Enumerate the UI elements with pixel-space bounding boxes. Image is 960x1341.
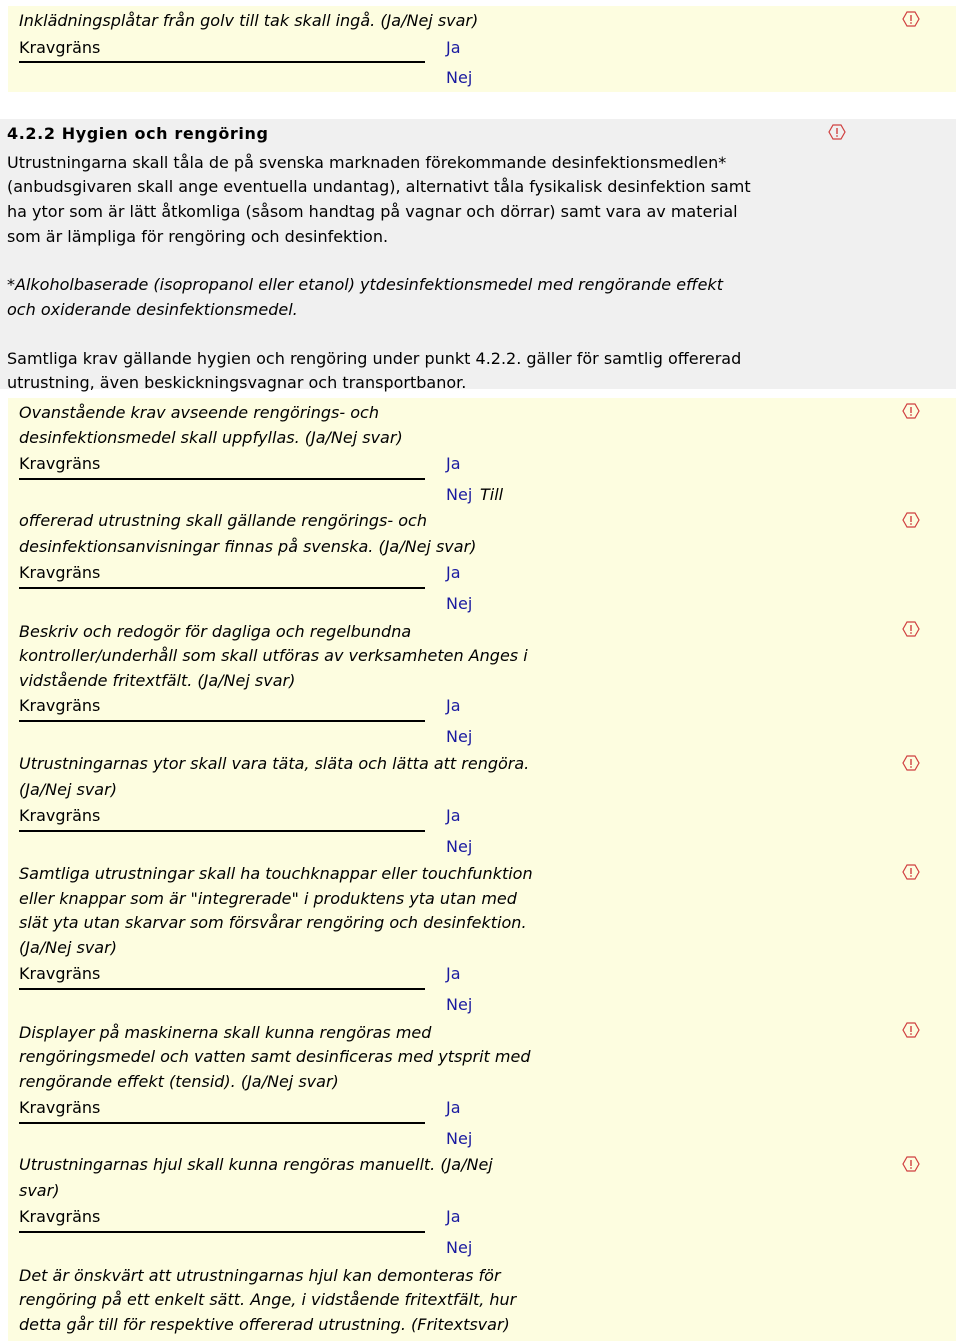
question-text-line: vidstående fritextfält. (Ja/Nej svar) xyxy=(19,671,296,690)
question-text-line: svar) xyxy=(19,1181,60,1200)
warning-icon[interactable] xyxy=(902,755,920,771)
warning-icon[interactable] xyxy=(902,1156,920,1172)
question-text-line: desinfektionsmedel skall uppfyllas. (Ja/Nej svar) xyxy=(19,428,403,447)
question-text-line: Det är önskvärt att utrustningarnas hjul kan demonteras för xyxy=(19,1266,501,1285)
option-ja[interactable]: Ja xyxy=(446,1207,461,1226)
option-ja[interactable]: Ja xyxy=(446,563,461,582)
question-text-line: Ovanstående krav avseende rengörings- och xyxy=(19,403,379,422)
question-text: Inklädningsplåtar från golv till tak skall ingå. (Ja/Nej svar) xyxy=(19,11,479,30)
question-text-line: Displayer på maskinerna skall kunna rengöras med xyxy=(19,1023,432,1042)
kravgrans-line xyxy=(19,720,425,722)
kravgrans-label: Kravgräns xyxy=(19,38,101,57)
kravgrans-label: Kravgräns xyxy=(19,454,101,473)
option-ja[interactable]: Ja xyxy=(446,38,461,57)
question-text-line: rengöring på ett enkelt sätt. Ange, i vidstående fritextfält, hur xyxy=(19,1290,517,1309)
question-text-fragment: Till xyxy=(480,485,504,504)
kravgrans-line xyxy=(19,61,425,63)
question-text-line: offererad utrustning skall gällande rengörings- och xyxy=(19,511,427,530)
option-nej[interactable]: Nej xyxy=(446,1238,473,1257)
warning-icon[interactable] xyxy=(828,124,846,140)
kravgrans-line xyxy=(19,988,425,990)
option-nej[interactable]: Nej xyxy=(446,727,473,746)
question-text-line: detta går till för respektive offererad utrustning. (Fritextsvar) xyxy=(19,1315,510,1334)
question-text-line: rengöringsmedel och vatten samt desinficeras med ytsprit med xyxy=(19,1047,531,1066)
section-paragraph-line: Utrustningarna skall tåla de på svenska marknaden förekommande desinfektionsmedlen* xyxy=(7,153,727,172)
question-text-line: (Ja/Nej svar) xyxy=(19,780,117,799)
section-heading: 4.2.2 Hygien och rengöring xyxy=(7,124,269,143)
kravgrans-line xyxy=(19,1231,425,1233)
kravgrans-label: Kravgräns xyxy=(19,964,101,983)
question-text-line: Samtliga utrustningar skall ha touchknappar eller touchfunktion xyxy=(19,864,533,883)
kravgrans-label: Kravgräns xyxy=(19,563,101,582)
option-ja[interactable]: Ja xyxy=(446,454,461,473)
warning-icon[interactable] xyxy=(902,11,920,27)
kravgrans-line xyxy=(19,830,425,832)
question-text-line: Beskriv och redogör för dagliga och regelbundna xyxy=(19,622,412,641)
warning-icon[interactable] xyxy=(902,864,920,880)
section-paragraph-line: (anbudsgivaren skall ange eventuella undantag), alternativt tåla fysikalisk desinfektion samt xyxy=(7,177,751,196)
question-text-line: Utrustningarnas ytor skall vara täta, släta och lätta att rengöra. xyxy=(19,754,530,773)
option-ja[interactable]: Ja xyxy=(446,806,461,825)
warning-icon[interactable] xyxy=(902,403,920,419)
question-text-line: kontroller/underhåll som skall utföras av verksamheten Anges i xyxy=(19,646,528,665)
question-text-line: (Ja/Nej svar) xyxy=(19,938,117,957)
option-ja[interactable]: Ja xyxy=(446,964,461,983)
warning-icon[interactable] xyxy=(902,621,920,637)
warning-icon[interactable] xyxy=(902,1022,920,1038)
kravgrans-label: Kravgräns xyxy=(19,1207,101,1226)
kravgrans-label: Kravgräns xyxy=(19,696,101,715)
question-text-line: desinfektionsanvisningar finnas på svenska. (Ja/Nej svar) xyxy=(19,537,477,556)
footnote-line: *Alkoholbaserade (isopropanol eller etanol) ytdesinfektionsmedel med rengörande effekt xyxy=(7,275,723,294)
kravgrans-line xyxy=(19,587,425,589)
question-text-line: eller knappar som är "integrerade" i produktens yta utan med xyxy=(19,889,517,908)
question-text-line: slät yta utan skarvar som försvårar rengöring och desinfektion. xyxy=(19,913,527,932)
option-nej[interactable]: Nej xyxy=(446,1129,473,1148)
kravgrans-label: Kravgräns xyxy=(19,1098,101,1117)
option-nej[interactable]: Nej xyxy=(446,594,473,613)
kravgrans-line xyxy=(19,1122,425,1124)
warning-icon[interactable] xyxy=(902,512,920,528)
section-paragraph-line: som är lämpliga för rengöring och desinfektion. xyxy=(7,227,389,246)
question-text-line: Utrustningarnas hjul skall kunna rengöras manuellt. (Ja/Nej xyxy=(19,1155,493,1174)
kravgrans-line xyxy=(19,478,425,480)
option-nej[interactable]: Nej xyxy=(446,995,473,1014)
question-text-line: rengörande effekt (tensid). (Ja/Nej svar) xyxy=(19,1072,339,1091)
option-nej[interactable]: Nej xyxy=(446,485,473,504)
footnote-line: och oxiderande desinfektionsmedel. xyxy=(7,300,298,319)
kravgrans-label: Kravgräns xyxy=(19,806,101,825)
option-ja[interactable]: Ja xyxy=(446,1098,461,1117)
option-nej[interactable]: Nej xyxy=(446,68,473,87)
option-nej[interactable]: Nej xyxy=(446,837,473,856)
section-paragraph-line: utrustning, även beskickningsvagnar och transportbanor. xyxy=(7,373,467,392)
section-paragraph-line: ha ytor som är lätt åtkomliga (såsom handtag på vagnar och dörrar) samt vara av material xyxy=(7,202,738,221)
section-paragraph-line: Samtliga krav gällande hygien och rengöring under punkt 4.2.2. gäller för samtlig offererad xyxy=(7,349,742,368)
option-ja[interactable]: Ja xyxy=(446,696,461,715)
